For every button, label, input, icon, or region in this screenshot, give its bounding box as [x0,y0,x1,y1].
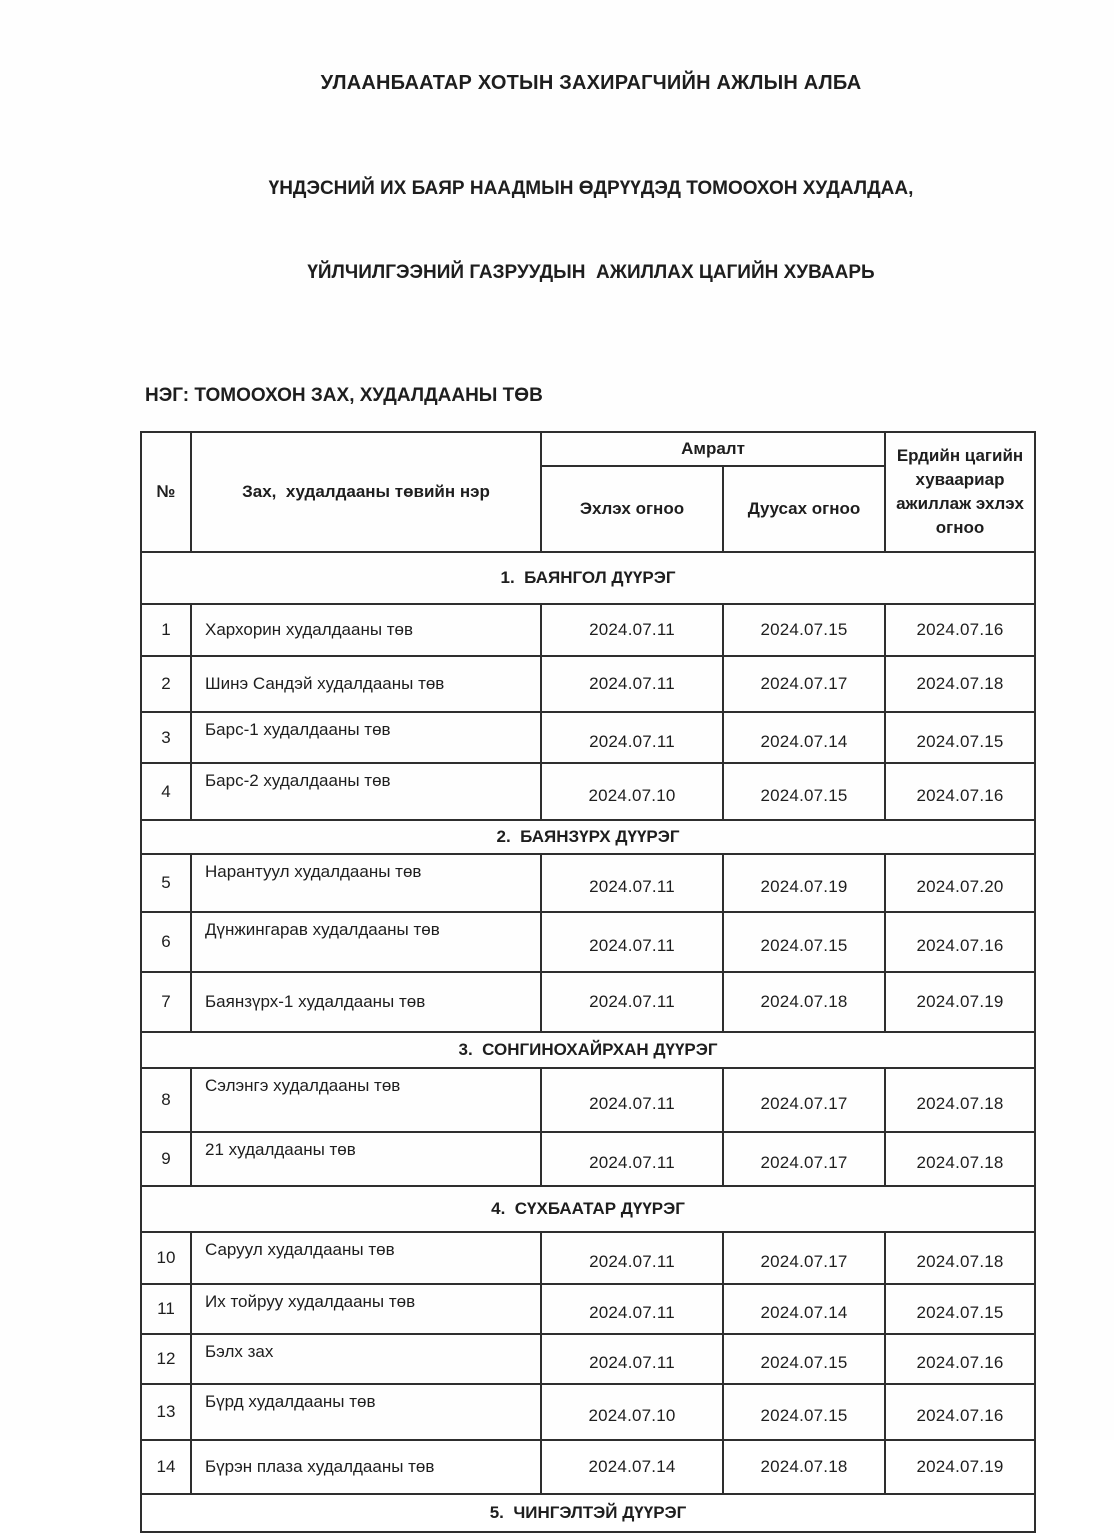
resume-date: 2024.07.18 [885,1068,1035,1132]
rest-end-date: 2024.07.17 [723,1232,885,1284]
resume-date: 2024.07.19 [885,972,1035,1032]
row-number: 14 [141,1440,191,1494]
row-number: 13 [141,1384,191,1440]
resume-date: 2024.07.16 [885,763,1035,820]
resume-date: 2024.07.16 [885,912,1035,972]
col-header-rest-end: Дуусах огноо [723,466,885,552]
rest-end-date: 2024.07.15 [723,1384,885,1440]
document-header [145,0,1037,343]
rest-start-date: 2024.07.11 [541,1232,723,1284]
table-row [141,604,1035,656]
document-title [145,119,1037,343]
document-title-line1: ҮНДЭСНИЙ ИХ БАЯР НААДМЫН ӨДРҮҮДЭД ТОМООХОН ХУДАЛДАА, [268,178,914,199]
col-header-resume: Ердийн цагийн хуваариар ажиллаж эхлэх огноо [885,432,1035,552]
rest-end-date: 2024.07.14 [723,1284,885,1334]
district-header-2 [141,820,1035,854]
row-number: 4 [141,763,191,820]
resume-date: 2024.07.15 [885,1284,1035,1334]
row-number: 12 [141,1334,191,1384]
rest-end-date: 2024.07.15 [723,604,885,656]
district-header-5 [141,1494,1035,1532]
district-header-4 [141,1186,1035,1232]
resume-date: 2024.07.18 [885,656,1035,712]
market-name: Саруул худалдааны төв [191,1232,541,1284]
table-row [141,1132,1035,1186]
resume-date: 2024.07.16 [885,1334,1035,1384]
resume-date: 2024.07.16 [885,1384,1035,1440]
market-name: Бэлх зах [191,1334,541,1384]
market-name: Бүрд худалдааны төв [191,1384,541,1440]
rest-end-date: 2024.07.17 [723,1068,885,1132]
row-number: 5 [141,854,191,912]
rest-start-date: 2024.07.10 [541,763,723,820]
rest-end-date: 2024.07.17 [723,656,885,712]
row-number: 3 [141,712,191,763]
market-name: Их тойруу худалдааны төв [191,1284,541,1334]
market-name: Бүрэн плаза худалдааны төв [191,1440,541,1494]
district-header-3 [141,1032,1035,1068]
rest-start-date: 2024.07.11 [541,912,723,972]
market-name: Баянзүрх-1 худалдааны төв [191,972,541,1032]
table-row [141,854,1035,912]
district-title: 2. БАЯНЗҮРХ ДҮҮРЭГ [141,820,1035,854]
table-row [141,1232,1035,1284]
rest-end-date: 2024.07.14 [723,712,885,763]
resume-date: 2024.07.18 [885,1132,1035,1186]
market-name: 21 худалдааны төв [191,1132,541,1186]
table-row [141,1284,1035,1334]
row-number: 11 [141,1284,191,1334]
col-header-rest-group: Амралт [541,432,885,466]
market-name: Сэлэнгэ худалдааны төв [191,1068,541,1132]
col-header-rest-start: Эхлэх огноо [541,466,723,552]
market-name: Нарантуул худалдааны төв [191,854,541,912]
row-number: 2 [141,656,191,712]
rest-start-date: 2024.07.10 [541,1384,723,1440]
rest-start-date: 2024.07.11 [541,604,723,656]
table-row [141,763,1035,820]
section-one-heading: НЭГ: ТОМООХОН ЗАХ, ХУДАЛДААНЫ ТӨВ [145,385,543,406]
rest-start-date: 2024.07.11 [541,854,723,912]
row-number: 9 [141,1132,191,1186]
resume-date: 2024.07.19 [885,1440,1035,1494]
rest-start-date: 2024.07.11 [541,972,723,1032]
table-row [141,712,1035,763]
district-title: 3. СОНГИНОХАЙРХАН ДҮҮРЭГ [141,1032,1035,1068]
schedule-table [140,431,1036,1533]
resume-date: 2024.07.18 [885,1232,1035,1284]
row-number: 1 [141,604,191,656]
table-row [141,1334,1035,1384]
table-row [141,656,1035,712]
rest-end-date: 2024.07.18 [723,1440,885,1494]
row-number: 7 [141,972,191,1032]
table-row [141,1440,1035,1494]
resume-date: 2024.07.16 [885,604,1035,656]
rest-end-date: 2024.07.17 [723,1132,885,1186]
org-title: УЛААНБААТАР ХОТЫН ЗАХИРАГЧИЙН АЖЛЫН АЛБА [320,72,862,94]
row-number: 8 [141,1068,191,1132]
rest-start-date: 2024.07.11 [541,712,723,763]
market-name: Хархорин худалдааны төв [191,604,541,656]
market-name: Дүнжингарав худалдааны төв [191,912,541,972]
district-header-1 [141,552,1035,604]
resume-date: 2024.07.20 [885,854,1035,912]
rest-end-date: 2024.07.15 [723,763,885,820]
rest-start-date: 2024.07.14 [541,1440,723,1494]
table-row [141,1068,1035,1132]
rest-start-date: 2024.07.11 [541,656,723,712]
rest-end-date: 2024.07.18 [723,972,885,1032]
col-header-no: № [141,432,191,552]
rest-end-date: 2024.07.15 [723,912,885,972]
market-name: Барс-1 худалдааны төв [191,712,541,763]
rest-start-date: 2024.07.11 [541,1068,723,1132]
table-row [141,912,1035,972]
rest-start-date: 2024.07.11 [541,1132,723,1186]
resume-date: 2024.07.15 [885,712,1035,763]
rest-start-date: 2024.07.11 [541,1284,723,1334]
rest-end-date: 2024.07.15 [723,1334,885,1384]
table-row [141,1384,1035,1440]
market-name: Шинэ Сандэй худалдааны төв [191,656,541,712]
district-title: 4. СҮХБААТАР ДҮҮРЭГ [141,1186,1035,1232]
market-name: Барс-2 худалдааны төв [191,763,541,820]
district-title: 5. ЧИНГЭЛТЭЙ ДҮҮРЭГ [141,1494,1035,1532]
col-header-name: Зах, худалдааны төвийн нэр [191,432,541,552]
district-title: 1. БАЯНГОЛ ДҮҮРЭГ [141,552,1035,604]
row-number: 10 [141,1232,191,1284]
document-title-line2: ҮЙЛЧИЛГЭЭНИЙ ГАЗРУУДЫН АЖИЛЛАХ ЦАГИЙН ХУВААРЬ [307,262,875,283]
rest-end-date: 2024.07.19 [723,854,885,912]
table-row [141,972,1035,1032]
rest-start-date: 2024.07.11 [541,1334,723,1384]
row-number: 6 [141,912,191,972]
